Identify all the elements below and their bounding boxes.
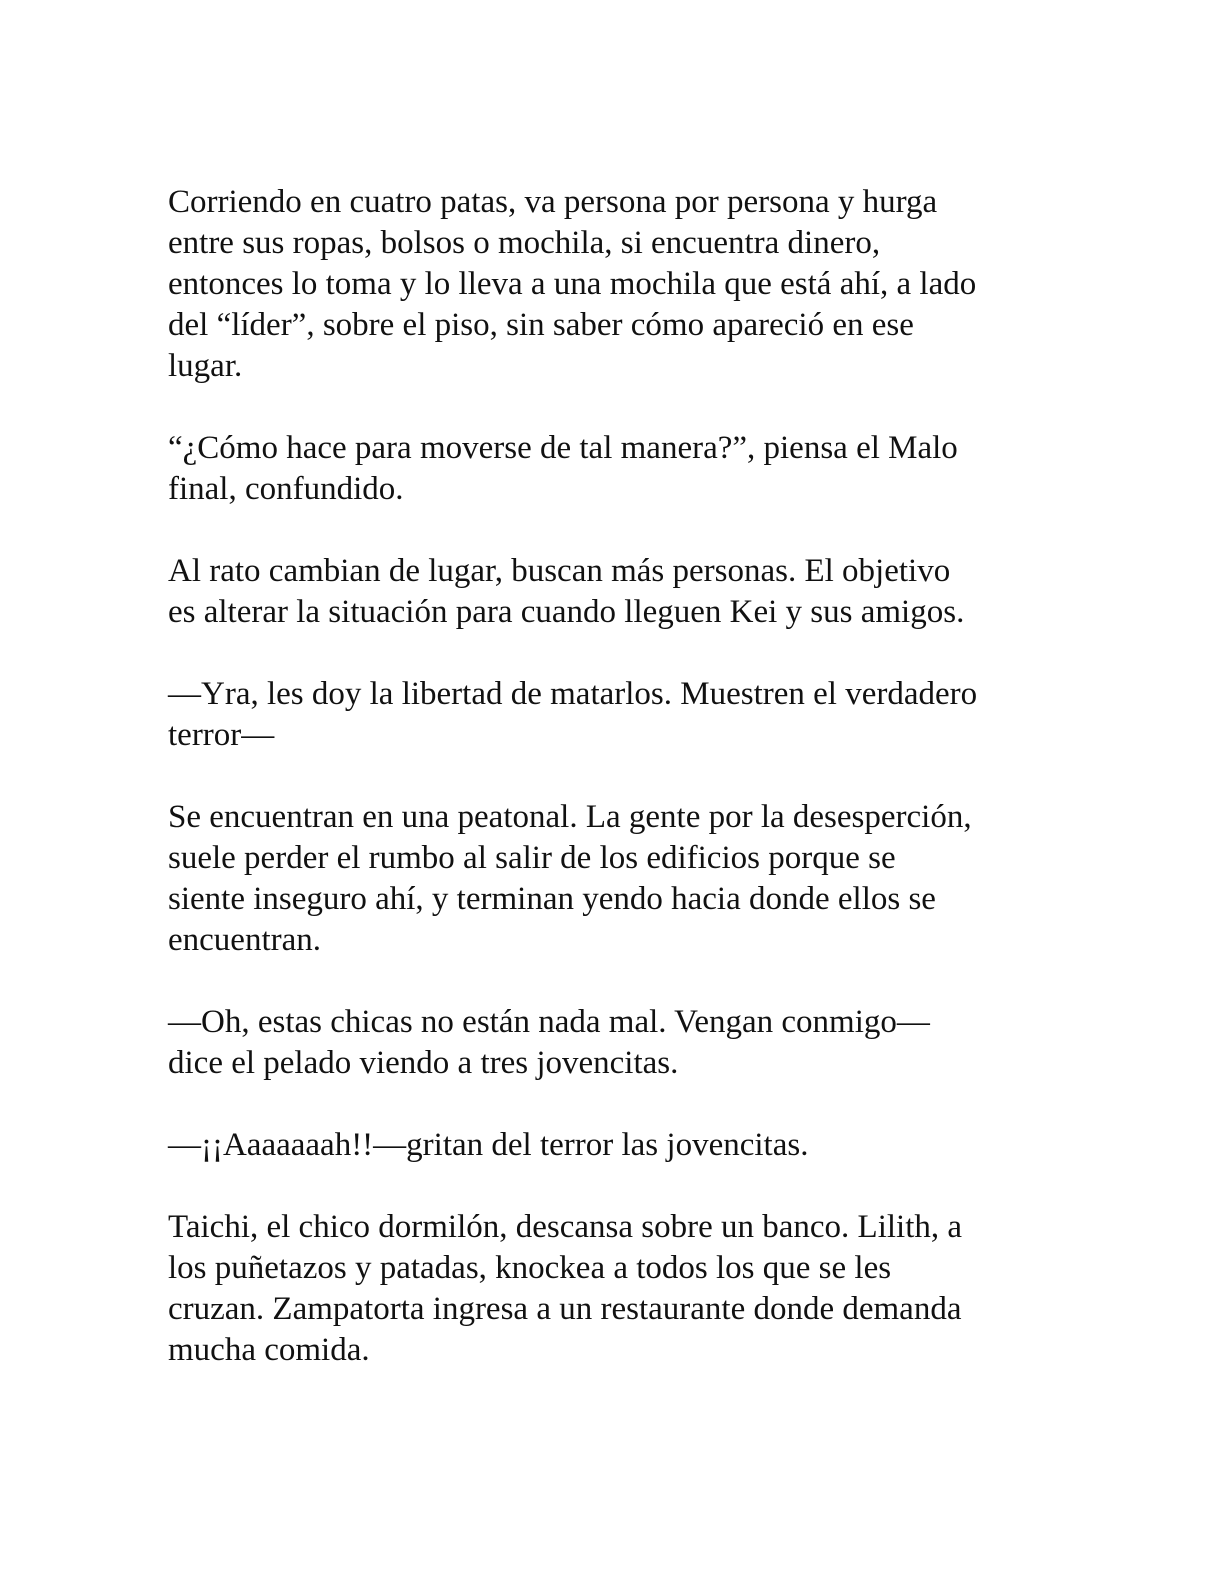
paragraph-5: Se encuentran en una peatonal. La gente por la desesperción, suele perder el rumbo al salir de los edificios porque se siente inseguro ahí, y terminan yendo hacia donde ellos se encuentran. <box>168 799 972 958</box>
paragraph-8: Taichi, el chico dormilón, descansa sobre un banco. Lilith, a los puñetazos y patadas, knockea a todos los que se les cruzan. Zampatorta ingresa a un restaurante donde demanda mucha comida. <box>168 1209 963 1368</box>
paragraph-4: —Yra, les doy la libertad de matarlos. Muestren el verdadero terror— <box>168 676 978 753</box>
paragraph-6: —Oh, estas chicas no están nada mal. Vengan conmigo— dice el pelado viendo a tres jovencitas. <box>168 1004 930 1081</box>
paragraph-3: Al rato cambian de lugar, buscan más personas. El objetivo es alterar la situación para cuando lleguen Kei y sus amigos. <box>168 553 965 630</box>
paragraph-2: “¿Cómo hace para moverse de tal manera?”, piensa el Malo final, confundido. <box>168 430 958 507</box>
paragraph-7: —¡¡Aaaaaaah!!—gritan del terror las jovencitas. <box>168 1127 809 1163</box>
paragraph-1: Corriendo en cuatro patas, va persona por persona y hurga entre sus ropas, bolsos o mochila, si encuentra dinero, entonces lo toma y lo lleva a una mochila que está ahí, a lado del “líder”, sobre el piso, sin saber cómo apareció en ese lugar. <box>168 184 977 384</box>
document-page <box>168 182 1058 1412</box>
